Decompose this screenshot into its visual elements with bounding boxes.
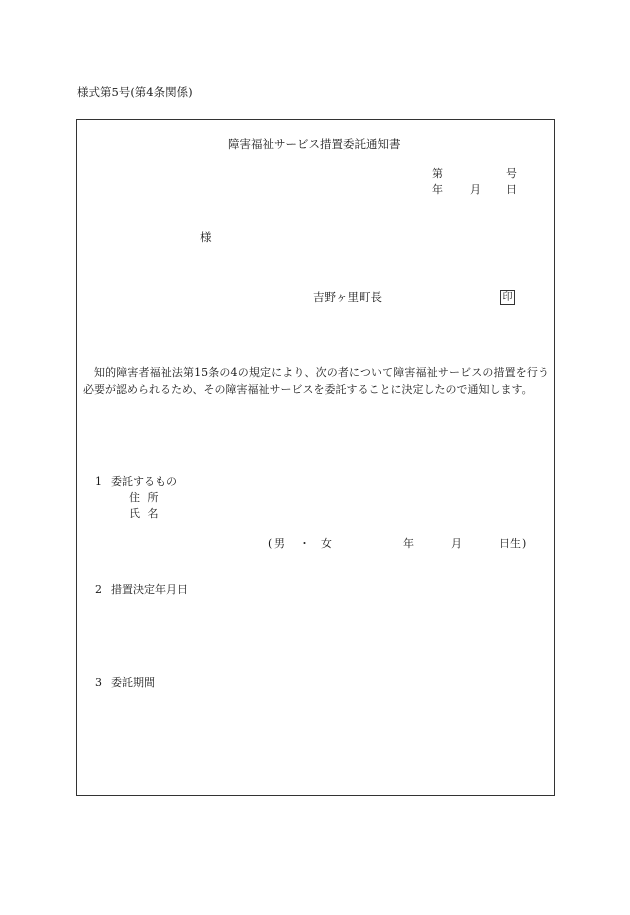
date-month-label: 月 xyxy=(470,183,481,196)
document-frame xyxy=(76,119,555,796)
item2-number: 2 xyxy=(95,583,102,596)
birth-close-paren: ) xyxy=(522,537,527,550)
body-text: 知的障害者福祉法第15条の4の規定により、次の者について障害福祉サービスの措置を行う必要が認められるため、その障害福祉サービスを委託することに決定したので通知します。 xyxy=(83,366,549,396)
seal-stamp: 印 xyxy=(500,290,515,305)
item1-number: 1 xyxy=(95,475,102,488)
issuer-name: 吉野ヶ里町長 xyxy=(313,290,382,304)
doc-number-suffix: 号 xyxy=(506,167,517,180)
sex-female-label: 女 xyxy=(321,537,332,550)
addressee-honorific: 様 xyxy=(200,230,212,244)
item2-label: 措置決定年月日 xyxy=(111,583,188,596)
item3-label: 委託期間 xyxy=(111,676,155,689)
doc-number-prefix: 第 xyxy=(432,167,443,180)
item1-label: 委託するもの xyxy=(111,475,177,488)
date-year-label: 年 xyxy=(432,183,443,196)
birth-year-label: 年 xyxy=(403,537,414,550)
document-title: 障害福祉サービス措置委託通知書 xyxy=(228,137,401,151)
sex-separator: ・ xyxy=(299,537,310,550)
address-label: 住 所 xyxy=(129,491,161,504)
birth-open-paren: ( xyxy=(268,537,273,550)
form-number: 様式第5号(第4条関係) xyxy=(77,85,193,99)
birth-month-label: 月 xyxy=(451,537,462,550)
birth-day-label: 日生 xyxy=(499,537,521,550)
date-day-label: 日 xyxy=(506,183,517,196)
name-label: 氏 名 xyxy=(129,507,161,520)
item3-number: 3 xyxy=(95,676,102,689)
sex-male-label: 男 xyxy=(274,537,285,550)
